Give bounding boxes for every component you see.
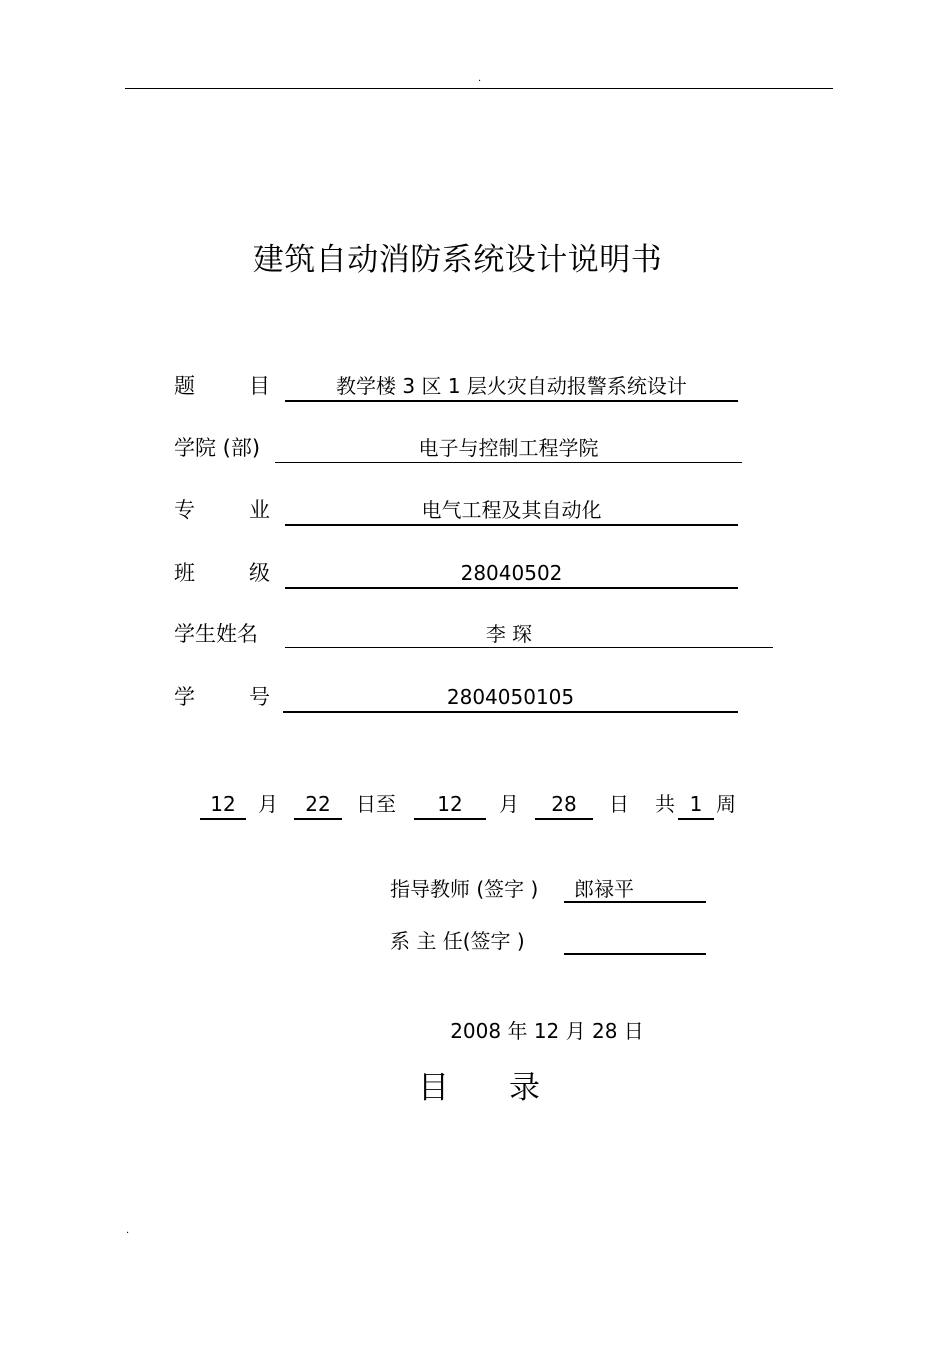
- header-rule: [125, 88, 833, 89]
- end-month-word: 月: [499, 792, 519, 816]
- label-char-2: 目: [249, 374, 270, 398]
- start-month: 12: [200, 790, 246, 820]
- end-month: 12: [414, 790, 486, 820]
- month-word: 月: [258, 792, 278, 816]
- weeks-count: 1: [678, 790, 714, 820]
- document-title: 建筑自动消防系统设计说明书: [252, 242, 663, 278]
- end-day-word: 日: [609, 792, 629, 816]
- field-label-topic: [174, 372, 270, 400]
- label-char-1: 班: [174, 561, 195, 585]
- toc-title: 目录: [418, 1070, 600, 1106]
- start-day: 22: [294, 790, 342, 820]
- field-value-student-id: 2804050105: [283, 683, 738, 713]
- end-day: 28: [535, 790, 593, 820]
- label-char-2: 号: [249, 685, 270, 709]
- department-head-label: 系 主 任(签字 ): [390, 929, 525, 953]
- field-label-student-name: 学生姓名: [174, 622, 258, 646]
- advisor-signature: 郎禄平: [564, 875, 706, 903]
- field-label-class: [174, 559, 270, 587]
- label-char-1: 专: [174, 498, 195, 522]
- field-value-class: 28040502: [285, 559, 738, 589]
- label-char-1: 学: [174, 685, 195, 709]
- day-to-word: 日至: [356, 792, 396, 816]
- field-value-topic: 教学楼 3 区 1 层火灾自动报警系统设计: [285, 372, 738, 402]
- field-label-major: [174, 496, 270, 524]
- header-dot: .: [478, 73, 482, 84]
- advisor-label: 指导教师 (签字 ): [390, 877, 539, 901]
- issue-date: 2008 年 12 月 28 日: [450, 1019, 644, 1043]
- total-word: 共: [655, 792, 675, 816]
- label-char-2: 业: [249, 498, 270, 522]
- field-label-college: 学院 (部): [174, 436, 261, 460]
- label-char-1: 题: [174, 374, 195, 398]
- field-value-student-name: 李 琛: [285, 620, 773, 648]
- footer-dot: .: [126, 1225, 130, 1236]
- field-value-major: 电气工程及其自动化: [285, 496, 738, 526]
- field-label-student-id: [174, 683, 270, 711]
- department-head-signature: [564, 927, 706, 955]
- field-value-college: 电子与控制工程学院: [275, 434, 742, 463]
- week-word: 周: [716, 792, 736, 816]
- label-char-2: 级: [249, 561, 270, 585]
